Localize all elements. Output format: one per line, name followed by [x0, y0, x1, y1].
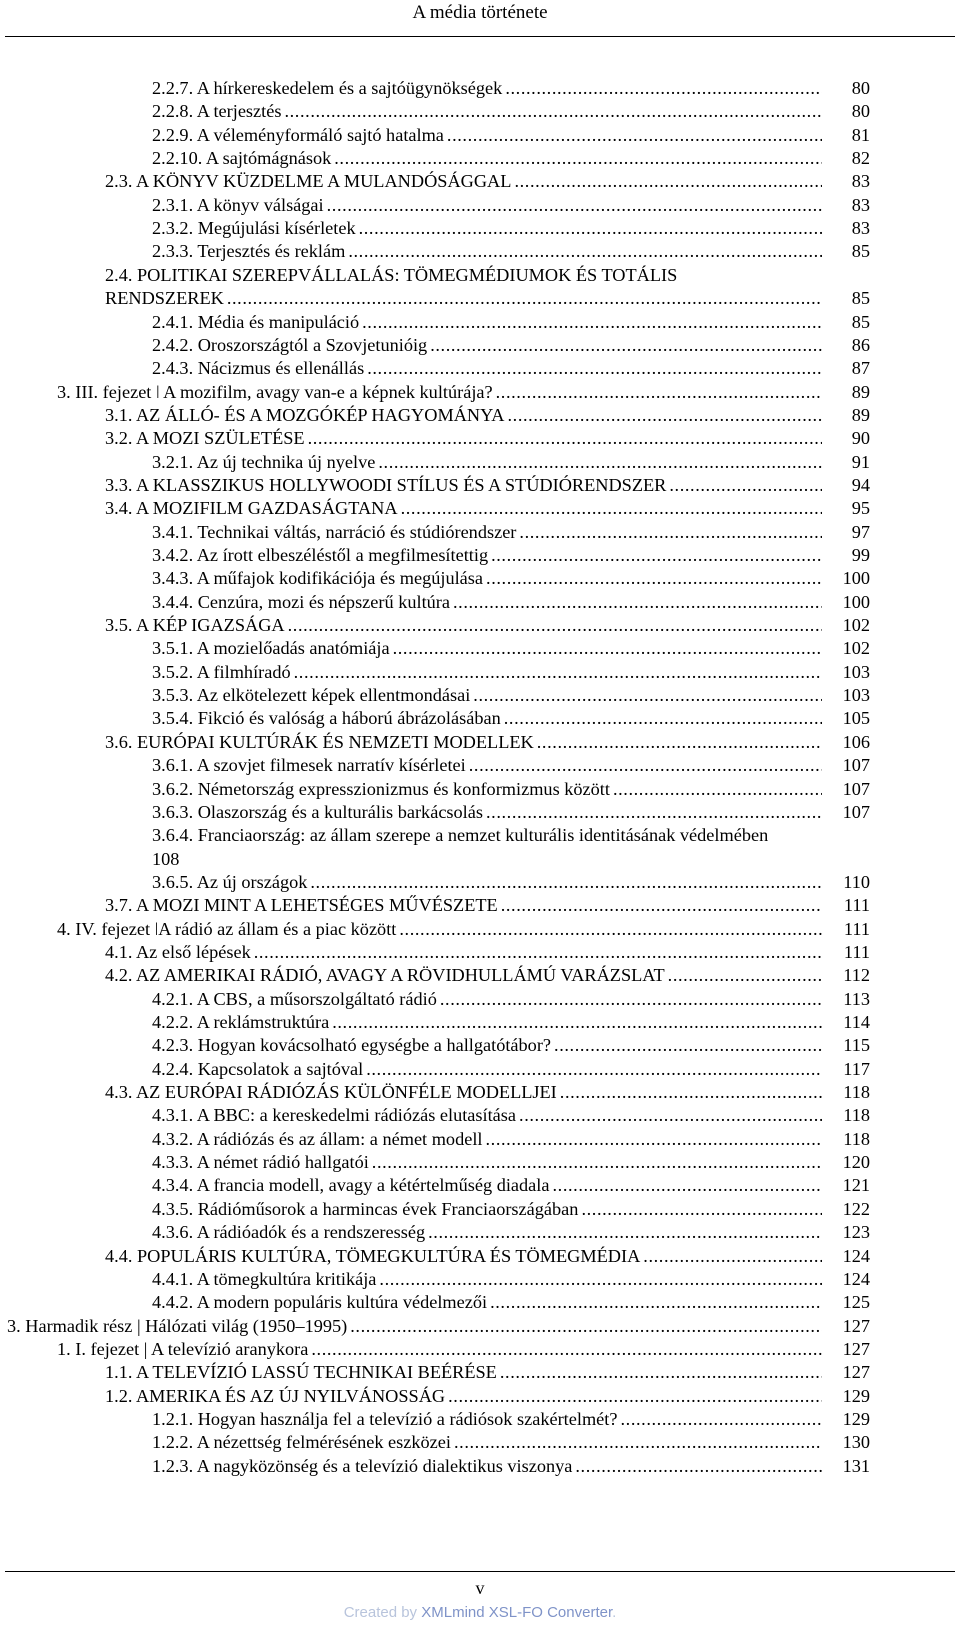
toc-entry-label: 108: [152, 848, 180, 869]
dot-leader: [501, 706, 822, 730]
toc-entry-label: 3.4.2. Az írott elbeszéléstől a megfilmesítettig: [152, 545, 489, 565]
dot-leader: [281, 99, 822, 123]
toc-entry[interactable]: [0, 730, 960, 754]
dot-leader: [549, 1173, 822, 1197]
toc-entry-label: 4.3.2. A rádiózás és az állam: a német modell: [152, 1128, 483, 1149]
toc-entry[interactable]: [0, 1360, 960, 1384]
dot-leader: [445, 1384, 822, 1408]
toc-entry[interactable]: [0, 169, 960, 193]
header-rule: [5, 36, 955, 37]
toc-entry-page: 127: [842, 1338, 870, 1359]
toc-entry-page: 114: [843, 1012, 870, 1032]
dot-leader: [640, 1244, 822, 1268]
toc-entry[interactable]: [0, 1384, 960, 1408]
dot-leader: [307, 870, 822, 894]
toc-entry[interactable]: [0, 777, 960, 801]
toc-entry-label: 3.7. A MOZI MINT A LEHETSÉGES MŰVÉSZETE: [105, 895, 498, 916]
dot-leader: [305, 426, 822, 450]
toc-entry-label: 4.4. POPULÁRIS KULTÚRA, TÖMEGKULTÚRA ÉS TÖMEGMÉDIA: [105, 1245, 641, 1266]
toc-entry[interactable]: [0, 1057, 960, 1081]
toc-entry-label: 3.5. A KÉP IGAZSÁGA: [105, 615, 285, 636]
toc-entry-label: 3.6.3. Olaszország és a kulturális barkácsolás: [152, 801, 483, 822]
toc-entry-page: 100: [842, 568, 870, 589]
toc-entry-label: 3.3. A KLASSZIKUS HOLLYWOODI STÍLUS ÉS A STÚDIÓRENDSZER: [105, 474, 667, 495]
page-number: v: [475, 1578, 485, 1598]
dot-leader: [516, 520, 822, 544]
toc-entry[interactable]: [0, 590, 960, 614]
toc-entry[interactable]: [0, 1080, 960, 1104]
toc-entry[interactable]: [0, 566, 960, 590]
dot-leader: [610, 777, 822, 801]
toc-entry[interactable]: [0, 99, 960, 123]
toc-entry[interactable]: [0, 1454, 960, 1478]
toc-entry[interactable]: [0, 1103, 960, 1127]
toc-entry-label: 3.5.3. Az elkötelezett képek ellentmondásai: [152, 685, 471, 706]
toc-entry-label: 1. I. fejezet | A televízió aranykora: [57, 1338, 309, 1359]
toc-entry-label: 2.2.9. A véleményformáló sajtó hatalma: [152, 124, 444, 145]
toc-entry-page: 124: [842, 1268, 870, 1289]
toc-entry[interactable]: [0, 636, 960, 660]
dot-leader: [356, 216, 822, 240]
toc-entry[interactable]: [0, 1244, 960, 1268]
dot-leader: [363, 1057, 822, 1081]
toc-entry[interactable]: [0, 1314, 960, 1338]
toc-entry[interactable]: [0, 847, 960, 871]
toc-entry[interactable]: [0, 963, 960, 987]
toc-entry-page: 105: [842, 708, 870, 729]
toc-entry-label: 3. III. fejezet ǀ A mozifilm, avagy van-e a képnek kultúrája?: [57, 381, 493, 402]
toc-entry-page: 80: [851, 78, 870, 98]
toc-entry-label: 4.2.4. Kapcsolatok a sajtóval: [152, 1058, 364, 1079]
dot-leader: [498, 893, 822, 917]
toc-entry[interactable]: [0, 286, 960, 310]
dot-leader: [470, 683, 822, 707]
toc-entry[interactable]: [0, 660, 960, 684]
toc-entry-label: 3.5.4. Fikció és valóság a háború ábrázolásában: [152, 708, 501, 729]
toc-entry-label: 3.4.3. A műfajok kodifikációja és megújulása: [152, 568, 484, 589]
toc-entry-label: 4.2. AZ AMERIKAI RÁDIÓ, AVAGY A RÖVIDHULLÁMÚ VARÁZSLAT: [105, 965, 665, 986]
toc-entry-page: 85: [851, 288, 870, 309]
toc-entry-label: 1.2.1. Hogyan használja fel a televízió a rádiósok szakértelmét?: [152, 1408, 618, 1429]
dot-leader: [666, 473, 822, 497]
credit-suffix: .: [612, 1604, 617, 1621]
toc-entry-page: 118: [843, 1105, 870, 1126]
toc-entry-page: 111: [843, 941, 870, 962]
toc-entry-label: 1.1. A TELEVÍZIÓ LASSÚ TECHNIKAI BEÉRÉSE: [105, 1362, 497, 1383]
toc-entry-label: 1.2. AMERIKA ÉS AZ ÚJ NYILVÁNOSSÁG: [105, 1385, 446, 1406]
toc-entry-label: 3.6.1. A szovjet filmesek narratív kísérletei: [152, 755, 466, 776]
toc-entry-label: 3.5.2. A filmhíradó: [152, 661, 291, 682]
toc-entry-page: 125: [842, 1292, 870, 1313]
toc-entry-label: 4.4.1. A tömegkultúra kritikája: [152, 1268, 377, 1289]
toc-entry-label: 3.4.4. Cenzúra, mozi és népszerű kultúra: [152, 591, 450, 612]
dot-leader: [483, 566, 822, 590]
toc-entry-label: 3.5.1. A mozielőadás anatómiája: [152, 638, 390, 659]
toc-entry-page: 85: [851, 241, 870, 262]
toc-entry-page: 97: [851, 521, 870, 542]
toc-entry[interactable]: [0, 1267, 960, 1291]
toc-entry[interactable]: [0, 520, 960, 544]
toc-entry-page: 115: [843, 1035, 870, 1056]
toc-entry[interactable]: [0, 426, 960, 450]
toc-entry[interactable]: [0, 76, 960, 100]
toc-entry-label: 2.3. A KÖNYV KÜZDELME A MULANDÓSÁGGAL: [105, 171, 512, 192]
dot-leader: [466, 753, 822, 777]
toc-entry-label: 3.2.1. Az új technika új nyelve: [152, 451, 376, 472]
toc-entry[interactable]: [0, 239, 960, 263]
dot-leader: [364, 356, 822, 380]
toc-entry-label: 4.2.3. Hogyan kovácsolható egységbe a hallgatótábor?: [152, 1035, 552, 1056]
dot-leader: [347, 1314, 822, 1338]
toc-entry[interactable]: [0, 380, 960, 404]
running-header: A média története: [412, 2, 548, 23]
toc-entry-label: 3.1. AZ ÁLLÓ- ÉS A MOZGÓKÉP HAGYOMÁNYA: [105, 404, 505, 425]
toc-entry-page: 120: [842, 1152, 870, 1173]
toc-entry-page: 85: [851, 311, 870, 332]
toc-entry[interactable]: [0, 706, 960, 730]
toc-entry-page: 106: [842, 731, 870, 752]
dot-leader: [617, 1407, 822, 1431]
dot-leader: [578, 1197, 822, 1221]
dot-leader: [488, 543, 822, 567]
toc-entry-label: 3.2. A MOZI SZÜLETÉSE: [105, 428, 305, 449]
dot-leader: [516, 1103, 822, 1127]
dot-leader: [375, 450, 822, 474]
toc-entry-page: 113: [843, 988, 870, 1009]
dot-leader: [504, 403, 822, 427]
dot-leader: [396, 917, 822, 941]
toc-entry[interactable]: [0, 450, 960, 474]
toc-entry-page: 111: [843, 918, 870, 939]
dot-leader: [224, 286, 822, 310]
toc-entry[interactable]: [0, 1430, 960, 1454]
toc-entry-label: 4.3.6. A rádióadók és a rendszeresség: [152, 1222, 426, 1243]
toc-entry-page: 102: [842, 615, 870, 636]
toc-entry-label: 2.4.1. Média és manipuláció: [152, 311, 360, 332]
dot-leader: [557, 1080, 822, 1104]
converter-credit: [0, 1603, 960, 1623]
toc-entry[interactable]: [0, 1290, 960, 1314]
toc-entry-label: 2.2.7. A hírkereskedelem és a sajtóügynökségek: [152, 78, 503, 98]
dot-leader: [345, 239, 822, 263]
toc-entry-page: 103: [842, 661, 870, 682]
toc-entry-page: 95: [851, 498, 870, 519]
dot-leader: [291, 660, 822, 684]
toc-entry-label: 3.6. EURÓPAI KULTÚRÁK ÉS NEMZETI MODELLEK: [105, 731, 534, 752]
credit-brand-link[interactable]: XMLmind XSL-FO Converter: [421, 1604, 613, 1621]
toc-entry-label: RENDSZEREK: [105, 288, 224, 309]
toc-entry-label: 4.3.4. A francia modell, avagy a kétértelműség diadala: [152, 1175, 550, 1196]
toc-entry-page: 121: [842, 1175, 870, 1196]
toc-entry-page: 110: [843, 871, 870, 892]
toc-entry[interactable]: [0, 1127, 960, 1151]
dot-leader: [398, 496, 822, 520]
toc-entry[interactable]: [0, 753, 960, 777]
toc-entry-page: 131: [842, 1455, 870, 1476]
toc-entry-label: 2.3.2. Megújulási kísérletek: [152, 218, 356, 239]
toc-entry-page: 117: [843, 1058, 870, 1079]
footer-rule: [5, 1571, 955, 1572]
toc-entry-label: 2.2.10. A sajtómágnások: [152, 148, 332, 169]
toc-entry[interactable]: [0, 613, 960, 637]
toc-entry-page: 107: [842, 778, 870, 799]
toc-entry[interactable]: [0, 123, 960, 147]
toc-entry-page: 83: [851, 218, 870, 239]
toc-entry[interactable]: [0, 496, 960, 520]
dot-leader: [308, 1337, 822, 1361]
toc-entry-page: 83: [851, 194, 870, 215]
dot-leader: [450, 590, 822, 614]
toc-entry-page: 100: [842, 591, 870, 612]
toc-entry-page: 107: [842, 755, 870, 776]
toc-entry[interactable]: [0, 1197, 960, 1221]
toc-entry[interactable]: [0, 800, 960, 824]
toc-entry[interactable]: [0, 216, 960, 240]
toc-entry[interactable]: [0, 1407, 960, 1431]
dot-leader: [665, 963, 822, 987]
toc-entry-page: 89: [851, 404, 870, 425]
dot-leader: [572, 1454, 822, 1478]
toc-entry[interactable]: [0, 987, 960, 1011]
toc-entry-label: 4.3.5. Rádióműsorok a harmincas évek Franciaországában: [152, 1198, 579, 1219]
dot-leader: [390, 636, 822, 660]
toc-entry-page: 94: [851, 474, 870, 495]
toc-entry-label: 2.4. POLITIKAI SZEREPVÁLLALÁS: TÖMEGMÉDIUMOK ÉS TOTÁLIS: [105, 264, 678, 285]
toc-entry-page: 127: [842, 1315, 870, 1336]
toc-entry-label: 3. Harmadik rész | Hálózati világ (1950–1995): [7, 1315, 348, 1336]
dot-leader: [451, 1430, 822, 1454]
toc-entry-page: 103: [842, 685, 870, 706]
toc-entry-page: 111: [843, 895, 870, 916]
dot-leader: [425, 1220, 822, 1244]
dot-leader: [502, 76, 822, 100]
toc-entry-page: 123: [842, 1222, 870, 1243]
toc-entry[interactable]: [0, 310, 960, 334]
toc-entry-page: 122: [842, 1198, 870, 1219]
toc-entry-page: 89: [851, 381, 870, 402]
toc-entry-label: 3.6.5. Az új országok: [152, 871, 308, 892]
dot-leader: [331, 146, 822, 170]
toc-entry-label: 2.3.1. A könyv válságai: [152, 194, 324, 215]
dot-leader: [482, 1127, 822, 1151]
toc-entry-page: 118: [843, 1082, 870, 1103]
toc-entry[interactable]: [0, 263, 960, 287]
toc-entry[interactable]: [0, 1150, 960, 1174]
toc-entry[interactable]: [0, 193, 960, 217]
toc-entry-page: 86: [851, 334, 870, 355]
toc-entry[interactable]: [0, 146, 960, 170]
toc-entry-page: 90: [851, 428, 870, 449]
toc-entry-label: 2.4.3. Nácizmus és ellenállás: [152, 358, 365, 379]
toc-entry[interactable]: [0, 403, 960, 427]
toc-entry-page: 129: [842, 1385, 870, 1406]
toc-entry[interactable]: [0, 1173, 960, 1197]
dot-leader: [483, 800, 822, 824]
dot-leader: [493, 380, 822, 404]
toc-entry-label: 4.3. AZ EURÓPAI RÁDIÓZÁS KÜLÖNFÉLE MODELLJEI: [105, 1082, 557, 1103]
toc-entry-page: 107: [842, 801, 870, 822]
toc-entry[interactable]: [0, 1010, 960, 1034]
toc-entry-label: 3.4. A MOZIFILM GAZDASÁGTANA: [105, 498, 398, 519]
toc-entry-page: 82: [851, 148, 870, 169]
toc-entry-page: 118: [843, 1128, 870, 1149]
toc-entry[interactable]: [0, 543, 960, 567]
toc-entry-label: 1.2.2. A nézettség felmérésének eszközei: [152, 1432, 451, 1453]
toc-entry-page: 129: [842, 1408, 870, 1429]
toc-entry-page: 127: [842, 1362, 870, 1383]
toc-entry[interactable]: [0, 1337, 960, 1361]
toc-entry-label: 1.2.3. A nagyközönség és a televízió dialektikus viszonya: [152, 1455, 573, 1476]
dot-leader: [369, 1150, 822, 1174]
toc-entry-page: 87: [851, 358, 870, 379]
toc-entry-label: 4.2.1. A CBS, a műsorszolgáltató rádió: [152, 988, 437, 1009]
toc-entry[interactable]: [0, 683, 960, 707]
toc-entry-label: 2.3.3. Terjesztés és reklám: [152, 241, 346, 262]
toc-entry-page: 91: [851, 451, 870, 472]
toc-entry-page: 112: [843, 965, 870, 986]
dot-leader: [487, 1290, 822, 1314]
toc-entry-page: 99: [851, 545, 870, 565]
dot-leader: [534, 730, 822, 754]
toc-entry[interactable]: [0, 823, 960, 847]
dot-leader: [329, 1010, 822, 1034]
dot-leader: [511, 169, 822, 193]
dot-leader: [497, 1360, 822, 1384]
dot-leader: [437, 987, 822, 1011]
toc-entry-label: 3.6.4. Franciaország: az állam szerepe a nemzet kulturális identitásának védelmében: [152, 825, 769, 846]
toc-entry[interactable]: [0, 1220, 960, 1244]
toc-entry-label: 3.6.2. Németország expresszionizmus és konformizmus között: [152, 778, 610, 799]
toc-entry-label: 4.3.1. A BBC: a kereskedelmi rádiózás elutasítása: [152, 1105, 517, 1126]
dot-leader: [444, 123, 822, 147]
toc-entry[interactable]: [0, 893, 960, 917]
dot-leader: [427, 333, 822, 357]
toc-entry-page: 81: [851, 124, 870, 145]
toc-entry-label: 2.2.8. A terjesztés: [152, 101, 282, 122]
toc-entry[interactable]: [0, 917, 960, 941]
dot-leader: [285, 613, 822, 637]
toc-entry[interactable]: [0, 333, 960, 357]
toc-entry[interactable]: [0, 1033, 960, 1057]
toc-entry-label: 4.3.3. A német rádió hallgatói: [152, 1152, 369, 1173]
toc-entry[interactable]: [0, 356, 960, 380]
toc-entry-page: 102: [842, 638, 870, 659]
credit-prefix: Created by: [343, 1604, 422, 1621]
dot-leader: [324, 193, 822, 217]
dot-leader: [551, 1033, 822, 1057]
toc-entry-label: 4.4.2. A modern populáris kultúra védelmezői: [152, 1292, 488, 1313]
toc-entry[interactable]: [0, 870, 960, 894]
toc-entry-label: 2.4.2. Oroszországtól a Szovjetunióig: [152, 334, 428, 355]
toc-entry-label: 3.4.1. Technikai váltás, narráció és stúdiórendszer: [152, 521, 517, 542]
dot-leader: [251, 940, 822, 964]
dot-leader: [359, 310, 822, 334]
toc-entry[interactable]: [0, 940, 960, 964]
toc-entry-label: 4.1. Az első lépések: [105, 941, 251, 962]
toc-entry-label: 4.2.2. A reklámstruktúra: [152, 1012, 330, 1032]
toc-entry[interactable]: [0, 473, 960, 497]
toc-entry-label: 4. IV. fejezet ǀA rádió az állam és a piac között: [57, 918, 397, 939]
dot-leader: [376, 1267, 822, 1291]
toc-entry-page: 130: [842, 1432, 870, 1453]
toc-entry-page: 80: [851, 101, 870, 122]
toc-entry-page: 83: [851, 171, 870, 192]
toc-entry-page: 124: [842, 1245, 870, 1266]
